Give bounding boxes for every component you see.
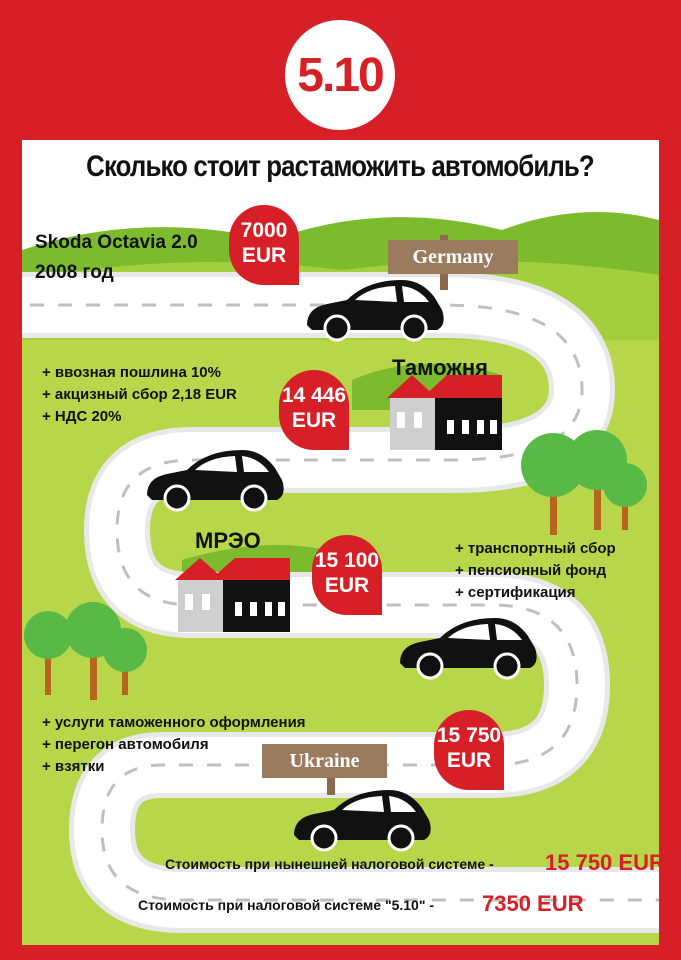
summary-current-value: 15 750 EUR [545,850,665,875]
list-item: + сертификация [455,584,576,601]
list-item: + акцизный сбор 2,18 EUR [42,386,237,403]
customs-house [387,375,502,450]
mreo-house [175,558,290,632]
list-item: + услуги таможенного оформления [42,714,306,731]
list-item: + взятки [42,758,105,775]
list-item: + перегон автомобиля [42,736,209,753]
logo-text: 5.10 [297,48,383,102]
price-final-value: 15 750 [436,724,502,747]
price-mreo-currency: EUR [324,574,370,597]
summary-new-label: Стоимость при налоговой системе "5.10" - [138,897,435,913]
price-start [229,218,299,268]
summary-new-value: 7350 EUR [482,891,584,916]
price-start-currency: EUR [241,244,287,267]
list-item: + ввозная пошлина 10% [42,364,221,381]
price-mreo [312,548,382,598]
price-customs-value: 14 446 [281,384,347,407]
trees-right [521,430,647,535]
customs-items [42,362,237,428]
germany-sign-label: Germany [412,246,494,268]
summary-current-label: Стоимость при нынешней налоговой системе - [165,856,494,872]
price-final [434,723,504,773]
list-item: + пенсионный фонд [455,562,607,579]
price-customs-currency: EUR [291,409,337,432]
logo-circle [285,20,395,130]
car-info [35,228,198,288]
page-title: Сколько стоит растаможить автомобиль? [86,150,594,183]
car-4 [294,790,431,850]
list-item: + транспортный сбор [455,540,616,557]
customs-label: Таможня [392,355,488,380]
list-item: + НДС 20% [42,408,122,425]
price-start-value: 7000 [240,219,288,242]
price-customs [279,383,349,433]
price-final-currency: EUR [446,749,492,772]
price-mreo-value: 15 100 [314,549,380,572]
car-model: Skoda Octavia 2.0 [35,232,198,253]
car-year: 2008 год [35,262,114,283]
ukraine-sign-label: Ukraine [289,750,360,772]
final-items [42,712,306,778]
mreo-label: МРЭО [195,528,261,553]
mreo-items [455,538,616,604]
